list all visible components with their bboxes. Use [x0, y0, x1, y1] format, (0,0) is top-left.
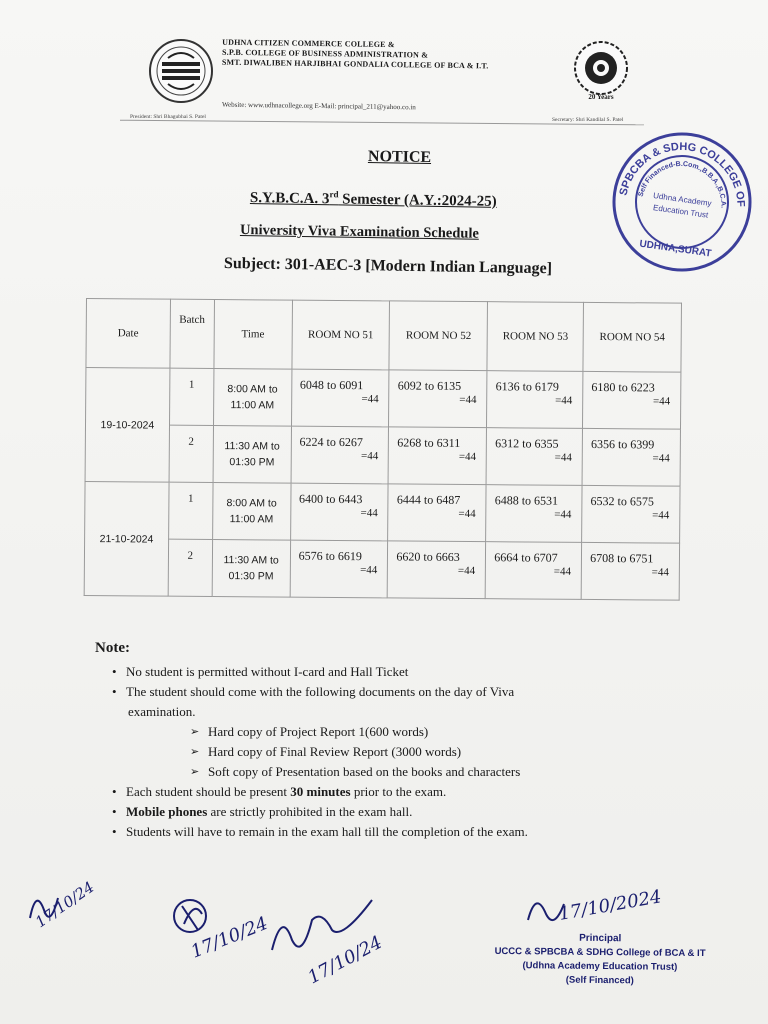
note-heading: Note: — [95, 640, 130, 656]
stamp-inner-top: Self Financed-B.Com.,B.B.A.,B.C.A. — [637, 160, 727, 209]
note-sub-item: ➢ Soft copy of Presentation based on the books and characters — [98, 762, 658, 782]
notes-list — [98, 662, 658, 842]
roll-range: 6268 to 6311 — [397, 435, 461, 450]
roll-count: =44 — [360, 564, 378, 577]
room-cell — [388, 541, 486, 599]
time-cell — [213, 426, 291, 484]
roll-count: =44 — [360, 450, 379, 463]
roll-count: =44 — [553, 565, 572, 578]
secretary-line: Secretary: Shri Kandilal S. Patel — [552, 117, 624, 123]
batch-cell: 2 — [168, 539, 212, 596]
note-text: Each student should be present — [126, 784, 291, 799]
room-cell — [290, 483, 388, 541]
principal-line-2: (Udhna Academy Education Trust) — [522, 960, 678, 973]
room-cell — [389, 427, 487, 485]
college-name-line-1: UDHNA CITIZEN COMMERCE COLLEGE & — [222, 37, 395, 50]
time-end: 01:30 PM — [228, 570, 274, 583]
principal-title: Principal — [579, 932, 622, 945]
stamp-ring-text: SPBCBA & SDHG COLLEGE OF — [617, 140, 747, 208]
college-emblem-logo — [148, 38, 214, 104]
roll-range: 6708 to 6751 — [590, 550, 654, 566]
header-time: Time — [214, 300, 292, 370]
batch-cell: 1 — [168, 482, 212, 539]
roll-range: 6620 to 6663 — [396, 549, 460, 564]
roll-range: 6224 to 6267 — [299, 434, 363, 450]
semester-line — [250, 188, 497, 211]
roll-count: =44 — [652, 395, 671, 408]
roll-range: 6356 to 6399 — [590, 436, 655, 452]
room-cell — [582, 485, 680, 543]
time-end: 11:00 AM — [230, 399, 275, 412]
subject-line: Subject: 301-AEC-3 [Modern Indian Language] — [223, 255, 553, 278]
stamp-bottom-text: UDHNA,SURAT — [638, 238, 713, 260]
note-emphasis: Mobile phones — [126, 804, 208, 819]
roll-range: 6048 to 6091 — [299, 377, 364, 393]
roll-range: 6312 to 6355 — [495, 436, 559, 451]
room-cell — [487, 371, 583, 429]
note-item — [98, 802, 658, 822]
roll-range: 6576 to 6619 — [298, 548, 363, 564]
roll-range: 6400 to 6443 — [299, 491, 363, 507]
semester-sup: rd — [329, 189, 339, 200]
header-batch: Batch — [170, 299, 214, 368]
table-header-row — [86, 299, 682, 373]
note-sub-item: ➢ Hard copy of Final Review Report (3000 words) — [98, 742, 658, 762]
principal-stamp — [470, 931, 731, 990]
roll-count: =44 — [554, 508, 572, 521]
roll-range: 6664 to 6707 — [494, 550, 558, 565]
college-name-line-3: SMT. DIWALIBEN HARJIBHAI GONDALIA COLLEGE OF BCA & I.T. — [221, 57, 489, 71]
roll-count: =44 — [458, 450, 477, 464]
time-start: 11:30 AM to — [223, 554, 279, 567]
note-item: • No student is permitted without I-card and Hall Ticket — [98, 662, 658, 682]
roll-count: =44 — [652, 452, 670, 465]
roll-count: =44 — [458, 507, 476, 521]
principal-line-1: UCCC & SPBCBA & SDHG College of BCA & IT — [494, 945, 706, 960]
room-cell — [583, 371, 681, 429]
table-row — [85, 425, 680, 487]
notice-title: NOTICE — [367, 148, 432, 166]
room-cell — [486, 428, 582, 486]
signature-date: 17/10/2024 — [557, 886, 664, 925]
signature-date: 17/10/24 — [188, 912, 271, 963]
table-row — [85, 481, 680, 543]
header-room-53: ROOM NO 53 — [487, 302, 583, 372]
room-cell — [291, 426, 389, 484]
note-item — [98, 782, 658, 802]
room-cell — [389, 370, 487, 428]
college-name-line-2: S.P.B. COLLEGE OF BUSINESS ADMINISTRATION & — [221, 47, 429, 60]
roll-count: =44 — [554, 451, 572, 464]
time-start: 11:30 AM to — [224, 440, 280, 453]
batch-cell: 2 — [169, 425, 213, 482]
president-line: President: Shri Bhagubhai S. Patel — [130, 114, 206, 120]
roll-count: =44 — [459, 393, 477, 407]
table-row — [84, 538, 679, 600]
roll-range: 6136 to 6179 — [495, 379, 560, 394]
signature-date: 17/10/24 — [31, 877, 98, 932]
roll-count: =44 — [361, 393, 379, 406]
table-row — [86, 368, 681, 430]
time-start: 8:00 AM to — [226, 497, 277, 510]
header-room-51: ROOM NO 51 — [292, 300, 390, 370]
signature-date: 17/10/24 — [304, 931, 386, 989]
college-name-block — [222, 38, 552, 73]
semester-suffix: Semester (A.Y.:2024-25) — [338, 191, 497, 210]
roll-range: 6532 to 6575 — [590, 493, 654, 509]
roll-count: =44 — [360, 507, 378, 520]
website-line: Website: www.udhnacollege.org E-Mail: principal_211@yahoo.co.in — [221, 100, 416, 112]
note-item: • The student should come with the following documents on the day of Viva — [98, 682, 658, 702]
roll-range: 6180 to 6223 — [591, 379, 655, 395]
note-item-continuation: examination. — [128, 704, 196, 719]
note-text: are strictly prohibited in the exam hall. — [207, 804, 413, 819]
date-cell: 21-10-2024 — [84, 481, 169, 596]
room-cell — [582, 428, 680, 486]
roll-range: 6092 to 6135 — [397, 378, 462, 393]
time-cell — [213, 369, 291, 427]
note-emphasis: 30 minutes — [290, 784, 351, 799]
header-room-54: ROOM NO 54 — [583, 302, 681, 372]
roll-range: 6444 to 6487 — [396, 492, 461, 507]
room-cell — [388, 484, 486, 542]
roll-count: =44 — [555, 394, 573, 407]
handwritten-signature-3 — [262, 880, 412, 990]
note-text: prior to the exam. — [350, 784, 447, 799]
stamp-inner-line-1: Udhna Academy — [652, 190, 713, 209]
note-item: • Students will have to remain in the exam hall till the completion of the exam. — [98, 822, 658, 842]
stamp-inner-line-2: Education Trust — [652, 203, 709, 220]
note-sub-item: ➢ Hard copy of Project Report 1(600 words) — [98, 722, 658, 742]
batch-cell: 1 — [169, 368, 213, 425]
schedule-title: University Viva Examination Schedule — [239, 222, 479, 242]
semester-prefix: S.Y.B.C.A. 3 — [249, 190, 330, 208]
roll-count: =44 — [651, 566, 669, 579]
room-cell — [291, 369, 389, 427]
viva-schedule-table — [84, 298, 682, 601]
time-end: 01:30 PM — [229, 456, 275, 469]
room-cell — [290, 540, 388, 598]
principal-line-3: (Self Financed) — [565, 974, 634, 987]
handwritten-signature-1 — [10, 858, 120, 948]
roll-count: =44 — [457, 564, 476, 578]
room-cell — [581, 542, 679, 600]
time-cell — [212, 540, 290, 598]
time-start: 8:00 AM to — [227, 383, 278, 396]
anniversary-label: 20 Years — [588, 93, 614, 101]
header-date: Date — [86, 299, 170, 369]
room-cell — [485, 542, 581, 600]
date-cell: 19-10-2024 — [85, 368, 170, 483]
header-room-52: ROOM NO 52 — [389, 301, 487, 371]
college-stamp — [608, 128, 756, 276]
roll-range: 6488 to 6531 — [494, 493, 559, 508]
room-cell — [486, 485, 582, 543]
time-cell — [212, 483, 290, 541]
roll-count: =44 — [652, 509, 670, 522]
time-end: 11:00 AM — [229, 513, 274, 526]
